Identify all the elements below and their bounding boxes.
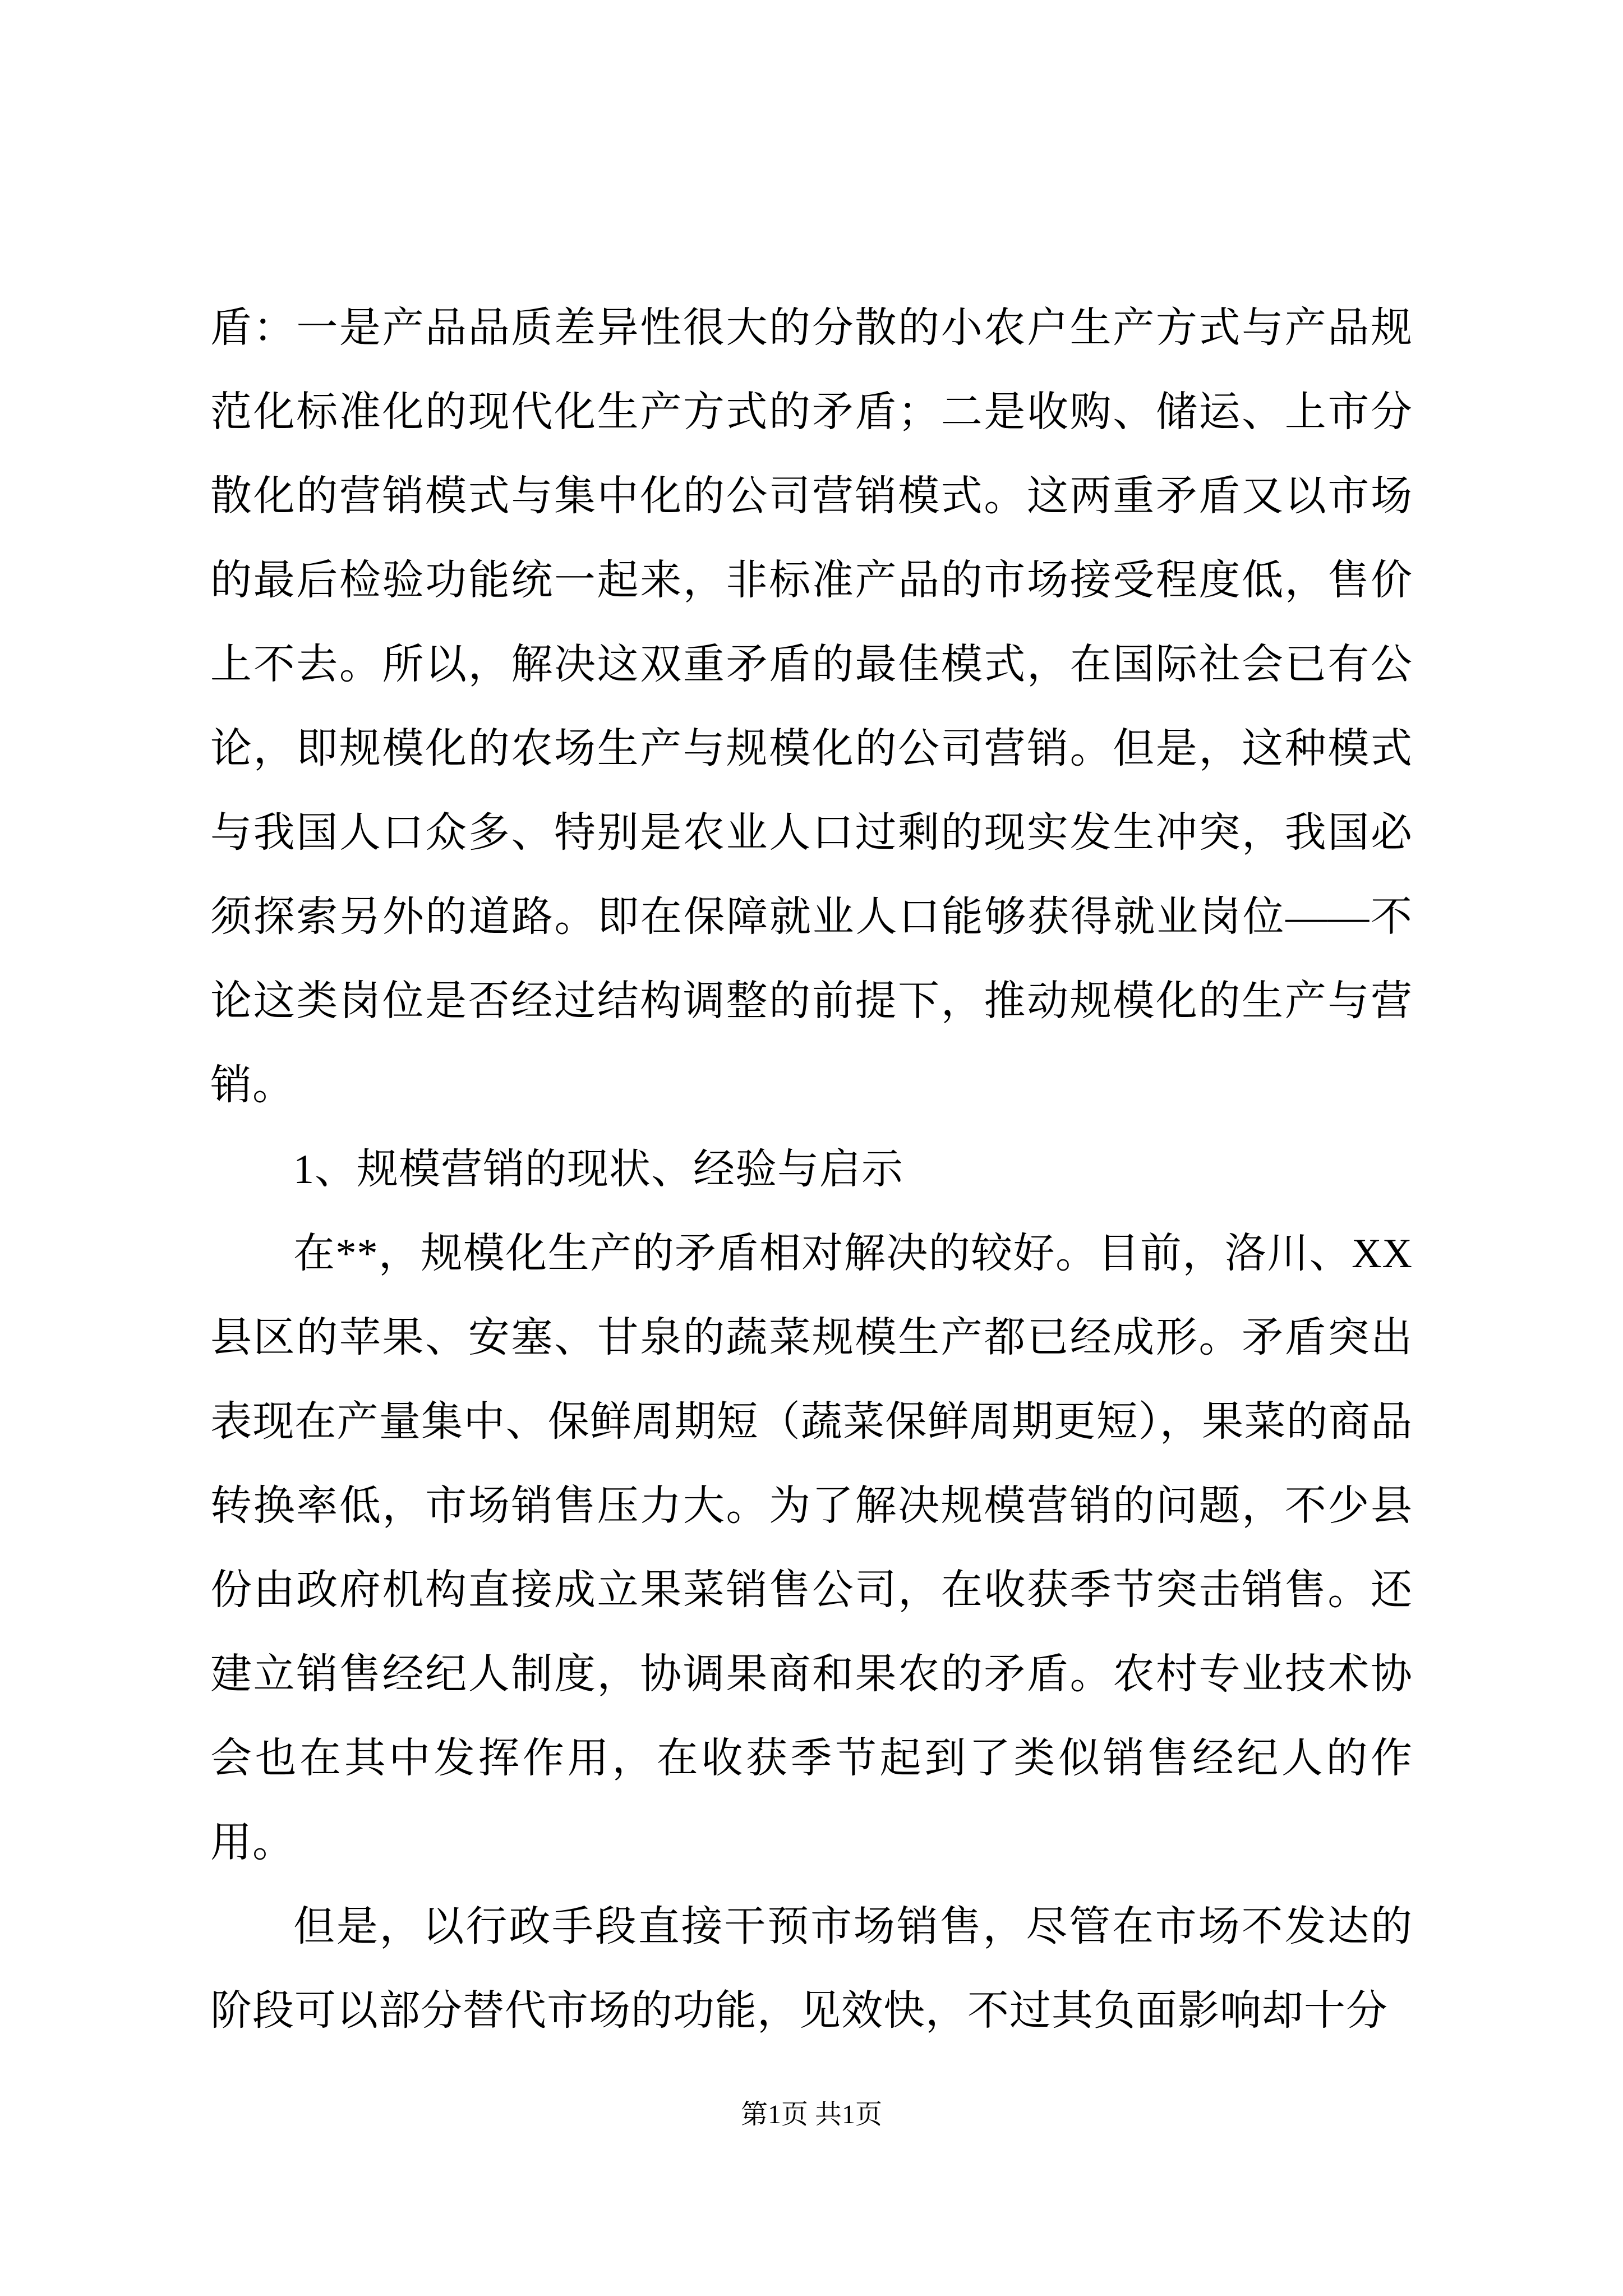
section-heading: 1、规模营销的现状、经验与启示 — [293, 1147, 903, 1193]
page-footer — [0, 2098, 1623, 2132]
paragraph: 但是，以行政手段直接干预市场销售，尽管在市场不发达的阶段可以部分替代市场的功能，见效快，不过其负面影响却十分 — [210, 1904, 1413, 2034]
page-number-text: 第1页 共1页 — [740, 2100, 882, 2129]
paragraph-continuation: 盾：一是产品品质差异性很大的分散的小农户生产方式与产品规范化标准化的现代化生产方式的矛盾；二是收购、储运、上市分散化的营销模式与集中化的公司营销模式。这两重矛盾又以市场的最后检验功能统一起来，非标准产品的市场接受程度低，售价上不去。所以，解决这双重矛盾的最佳模式，在国际社会已有公论，即规模化的农场生产与规模化的公司营销。但是，这种模式与我国人口众多、特别是农业人口过剩的现实发生冲突，我国必须探索另外的道路。即在保障就业人口能够获得就业岗位——不论这类岗位是否经过结构调整的前提下，推动规模化的生产与营销。 — [210, 305, 1413, 1108]
paragraph: 在**，规模化生产的矛盾相对解决的较好。目前，洛川、XX县区的苹果、安塞、甘泉的蔬菜规模生产都已经成形。矛盾突出表现在产量集中、保鲜周期短（蔬菜保鲜周期更短），果菜的商品转换率低，市场销售压力大。为了解决规模营销的问题，不少县份由政府机构直接成立果菜销售公司，在收获季节突击销售。还建立销售经纪人制度，协调果商和果农的矛盾。农村专业技术协会也在其中发挥作用，在收获季节起到了类似销售经纪人的作用。 — [210, 1231, 1413, 1866]
document-body — [210, 286, 1413, 2053]
